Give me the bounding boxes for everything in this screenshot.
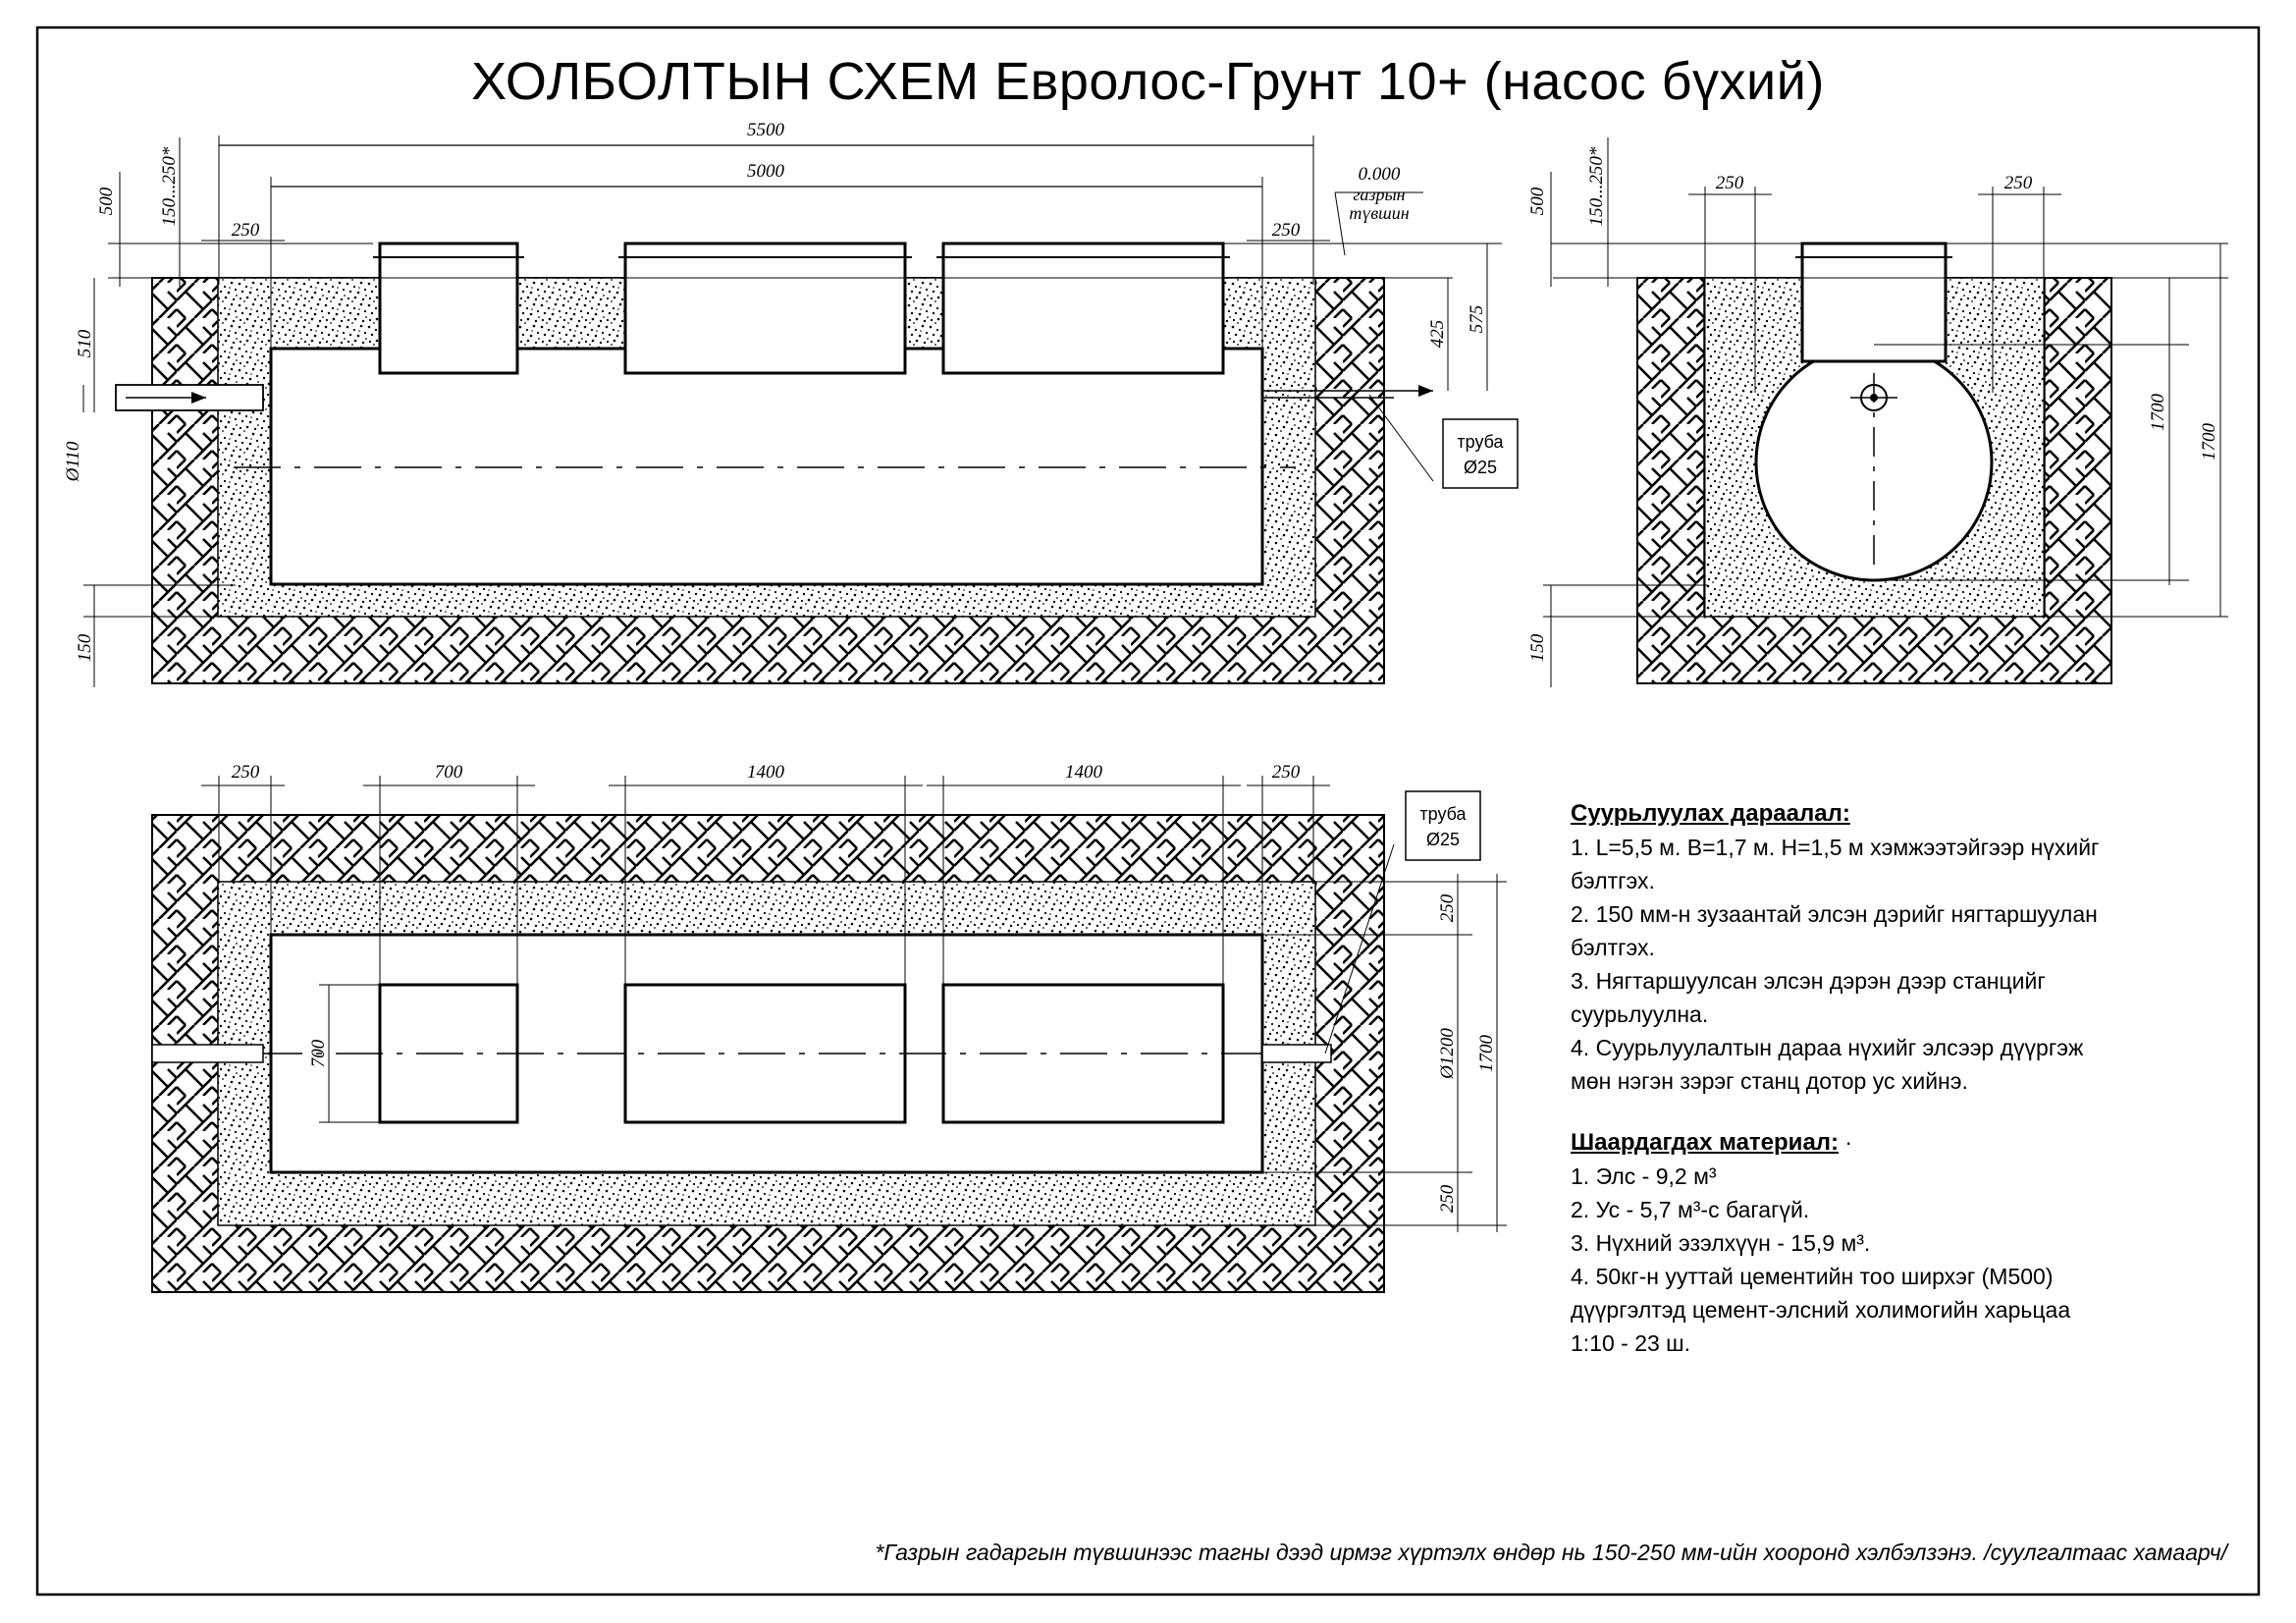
plan-dim-1200: Ø1200 bbox=[1437, 1028, 1458, 1079]
material-line: 4. 50кг-н ууттай цементийн тоо ширхэг (М500) bbox=[1571, 1264, 2054, 1289]
install-line: 1. L=5,5 м. B=1,7 м. H=1,5 м хэмжээтэйгээр нүхийг bbox=[1571, 835, 2100, 860]
plan-dim-1700: 1700 bbox=[1476, 1035, 1497, 1072]
plan-dim-250-right: 250 bbox=[1271, 762, 1301, 783]
pipe-label-2: Ø25 bbox=[1463, 458, 1498, 477]
notes-panel bbox=[1571, 797, 2199, 1360]
manhole-1 bbox=[380, 243, 517, 373]
material-line: дүүргэлтэд цемент-элсний холимогийн харьцаа bbox=[1571, 1297, 2071, 1323]
cross-dim-500: 500 bbox=[1527, 187, 1548, 216]
install-line: суурьлуулна. bbox=[1571, 1001, 1709, 1027]
install-line: 4. Суурьлуулалтын дараа нүхийг элсээр дүүргэж bbox=[1571, 1035, 2084, 1060]
cross-dim-150: 150 bbox=[1527, 633, 1548, 663]
dim-250-right: 250 bbox=[1271, 220, 1301, 241]
dim-500: 500 bbox=[96, 187, 117, 216]
dim-150-250: 150...250* bbox=[159, 146, 180, 227]
cross-dim-250-right: 250 bbox=[2003, 173, 2033, 193]
install-line: мөн нэгэн зэрэг станц дотор ус хийнэ. bbox=[1571, 1068, 1968, 1094]
plan-dim-250-top: 250 bbox=[1437, 893, 1458, 923]
plan-dim-250-left: 250 bbox=[231, 762, 260, 783]
material-line: 3. Нүхний эзэлхүүн - 15,9 м³. bbox=[1571, 1230, 1871, 1256]
manhole-2 bbox=[625, 243, 905, 373]
install-line: бэлтгэх. bbox=[1571, 935, 1655, 960]
install-line: 3. Нягтаршуулсан элсэн дэрэн дээр станцийг bbox=[1571, 968, 2046, 994]
plan-dim-250-bottom: 250 bbox=[1437, 1184, 1458, 1214]
dim-425: 425 bbox=[1427, 319, 1448, 349]
install-line: 2. 150 мм-н зузаантай элсэн дэрийг нягтаршуулан bbox=[1571, 901, 2098, 927]
dim-5000: 5000 bbox=[747, 161, 784, 182]
cross-section bbox=[1527, 137, 2228, 687]
install-heading: Суурьлуулах дараалал: bbox=[1571, 800, 1850, 827]
dim-110: Ø110 bbox=[63, 441, 83, 482]
dim-150: 150 bbox=[75, 633, 95, 663]
material-line: 2. Ус - 5,7 м³-с багагүй. bbox=[1571, 1197, 1810, 1222]
plan-dim-1400-b: 1400 bbox=[1065, 762, 1102, 783]
install-line: бэлтгэх. bbox=[1571, 868, 1655, 893]
material-line: 1:10 - 23 ш. bbox=[1571, 1330, 1691, 1356]
dim-5500: 5500 bbox=[747, 120, 784, 140]
cross-dim-1700-inner: 1700 bbox=[2148, 394, 2168, 431]
level-mark: 0.000 bbox=[1358, 164, 1401, 185]
dim-510: 510 bbox=[75, 329, 95, 358]
cross-dim-1700-outer: 1700 bbox=[2199, 423, 2219, 460]
ground-label-2: түвшин bbox=[1349, 203, 1410, 223]
materials-heading: Шаардагдах материал: bbox=[1571, 1129, 1840, 1156]
page-title: ХОЛБОЛТЫН СХЕМ Евролос-Грунт 10+ (насос бүхий) bbox=[471, 52, 1825, 111]
plan-dim-700: 700 bbox=[434, 762, 463, 783]
cross-dim-150-250: 150...250* bbox=[1586, 146, 1607, 227]
material-line: 1. Элс - 9,2 м³ bbox=[1571, 1163, 1717, 1189]
dim-250-left: 250 bbox=[231, 220, 260, 241]
footnote: *Газрын гадаргын түвшинээс тагны дээд ирмэг хүртэлх өндөр нь 150-250 мм-ийн хооронд хэлбэлзэнэ. /суулгалтаас хамаарч/ bbox=[875, 1540, 2227, 1565]
plan-view bbox=[152, 762, 1507, 1292]
ground-label-1: газрын bbox=[1353, 185, 1406, 204]
manhole-3 bbox=[943, 243, 1223, 373]
plan-pipe-label-1: труба bbox=[1419, 804, 1467, 824]
cross-dim-250-left: 250 bbox=[1715, 173, 1744, 193]
plan-pipe-label-2: Ø25 bbox=[1425, 830, 1461, 849]
cross-manhole bbox=[1802, 243, 1946, 361]
materials-mark: · bbox=[1844, 1129, 1853, 1155]
longitudinal-section bbox=[63, 120, 1518, 687]
dim-575: 575 bbox=[1467, 304, 1487, 334]
pipe-label-1: труба bbox=[1457, 432, 1504, 452]
plan-dim-1400-a: 1400 bbox=[747, 762, 784, 783]
plan-dim-700-vertical: 700 bbox=[308, 1039, 329, 1068]
